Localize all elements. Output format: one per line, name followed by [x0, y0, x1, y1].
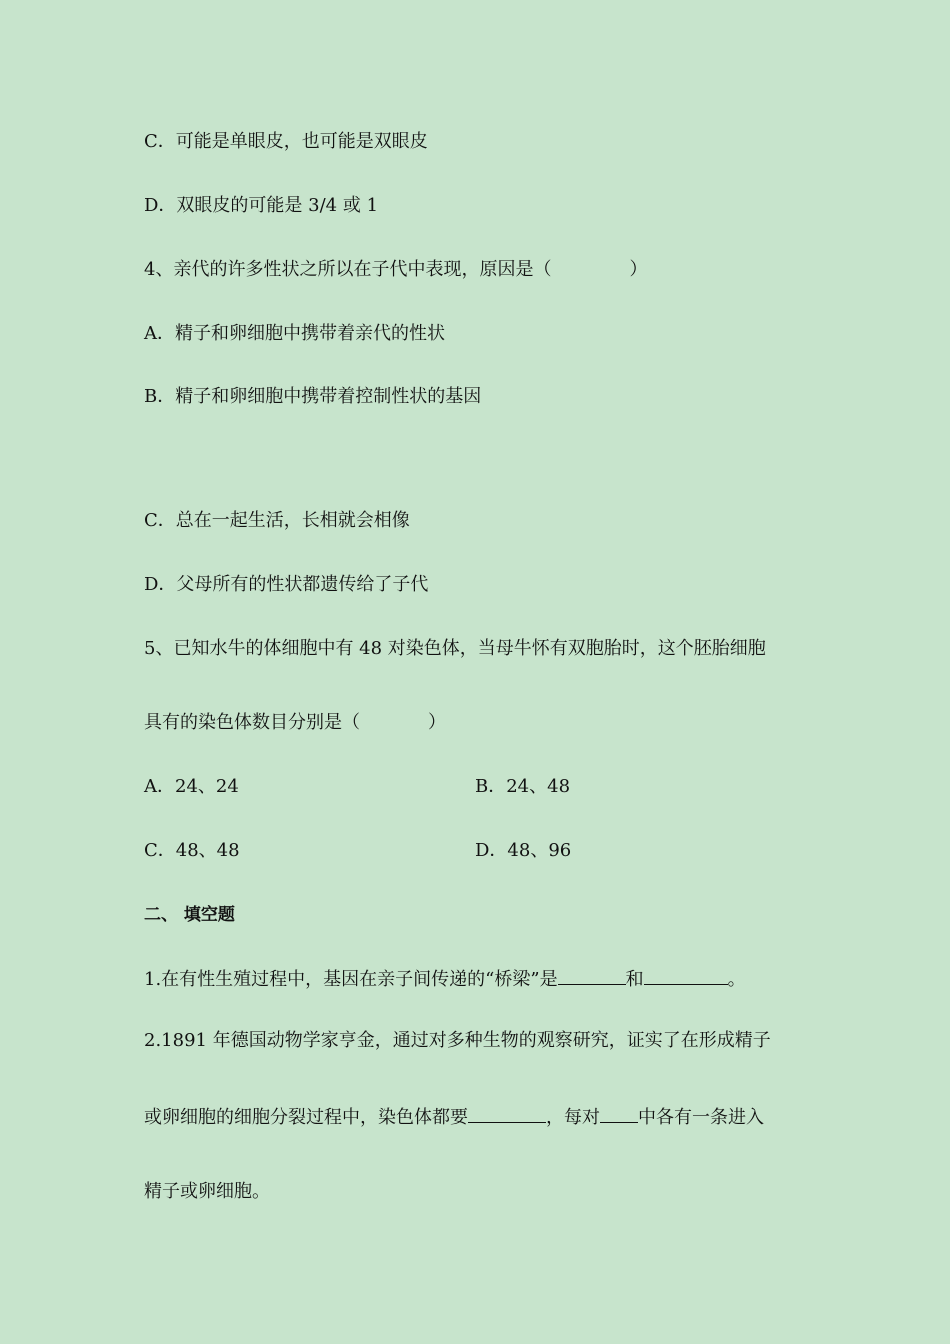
q4-option-b: B．精子和卵细胞中携带着控制性状的基因 — [144, 386, 482, 407]
f2-blank-2[interactable] — [600, 1104, 638, 1123]
f2-text-2: ，每对 — [546, 1107, 600, 1128]
f1-text-3: 。 — [727, 969, 746, 990]
fill-question-2-line1: 2.1891 年德国动物学家亨金，通过对多种生物的观察研究，证实了在形成精子 — [144, 1030, 771, 1051]
f1-blank-2[interactable] — [644, 966, 728, 985]
q4-stem-close: ） — [629, 259, 648, 280]
q5-option-d: D．48、96 — [475, 840, 572, 861]
f1-text-1: 1.在有性生殖过程中，基因在亲子间传递的“桥梁”是 — [144, 969, 558, 990]
q4-stem — [144, 258, 647, 282]
q4-stem-text: 4、亲代的许多性状之所以在子代中表现，原因是（ — [144, 259, 552, 280]
f2-text-3: 中各有一条进入 — [638, 1107, 764, 1128]
q3-option-d: D．双眼皮的可能是 3/4 或 1 — [144, 195, 379, 216]
section-heading: 二、 填空题 — [144, 905, 235, 925]
q5-stem-close: ） — [428, 712, 446, 733]
q5-stem-line1: 5、已知水牛的体细胞中有 48 对染色体，当母牛怀有双胞胎时，这个胚胎细胞 — [144, 638, 766, 659]
q5-option-c: C．48、48 — [144, 840, 240, 861]
f1-text-2: 和 — [625, 969, 644, 990]
q5-stem-text: 具有的染色体数目分别是（ — [144, 712, 360, 733]
fill-question-2-line3: 精子或卵细胞。 — [144, 1181, 270, 1202]
f2-text-1: 或卵细胞的细胞分裂过程中，染色体都要 — [144, 1107, 468, 1128]
q4-option-c: C．总在一起生活，长相就会相像 — [144, 510, 410, 531]
f2-blank-1[interactable] — [468, 1104, 546, 1123]
fill-question-2-line2 — [144, 1104, 764, 1130]
q5-option-b: B．24、48 — [475, 776, 571, 797]
q3-option-c: C．可能是单眼皮，也可能是双眼皮 — [144, 131, 428, 152]
q5-option-a: A．24、24 — [144, 776, 239, 797]
f1-blank-1[interactable] — [558, 966, 626, 985]
fill-question-1 — [144, 966, 746, 992]
q4-option-a: A．精子和卵细胞中携带着亲代的性状 — [144, 323, 445, 344]
q5-stem-line2 — [144, 711, 446, 735]
q4-option-d: D．父母所有的性状都遗传给了子代 — [144, 574, 429, 595]
